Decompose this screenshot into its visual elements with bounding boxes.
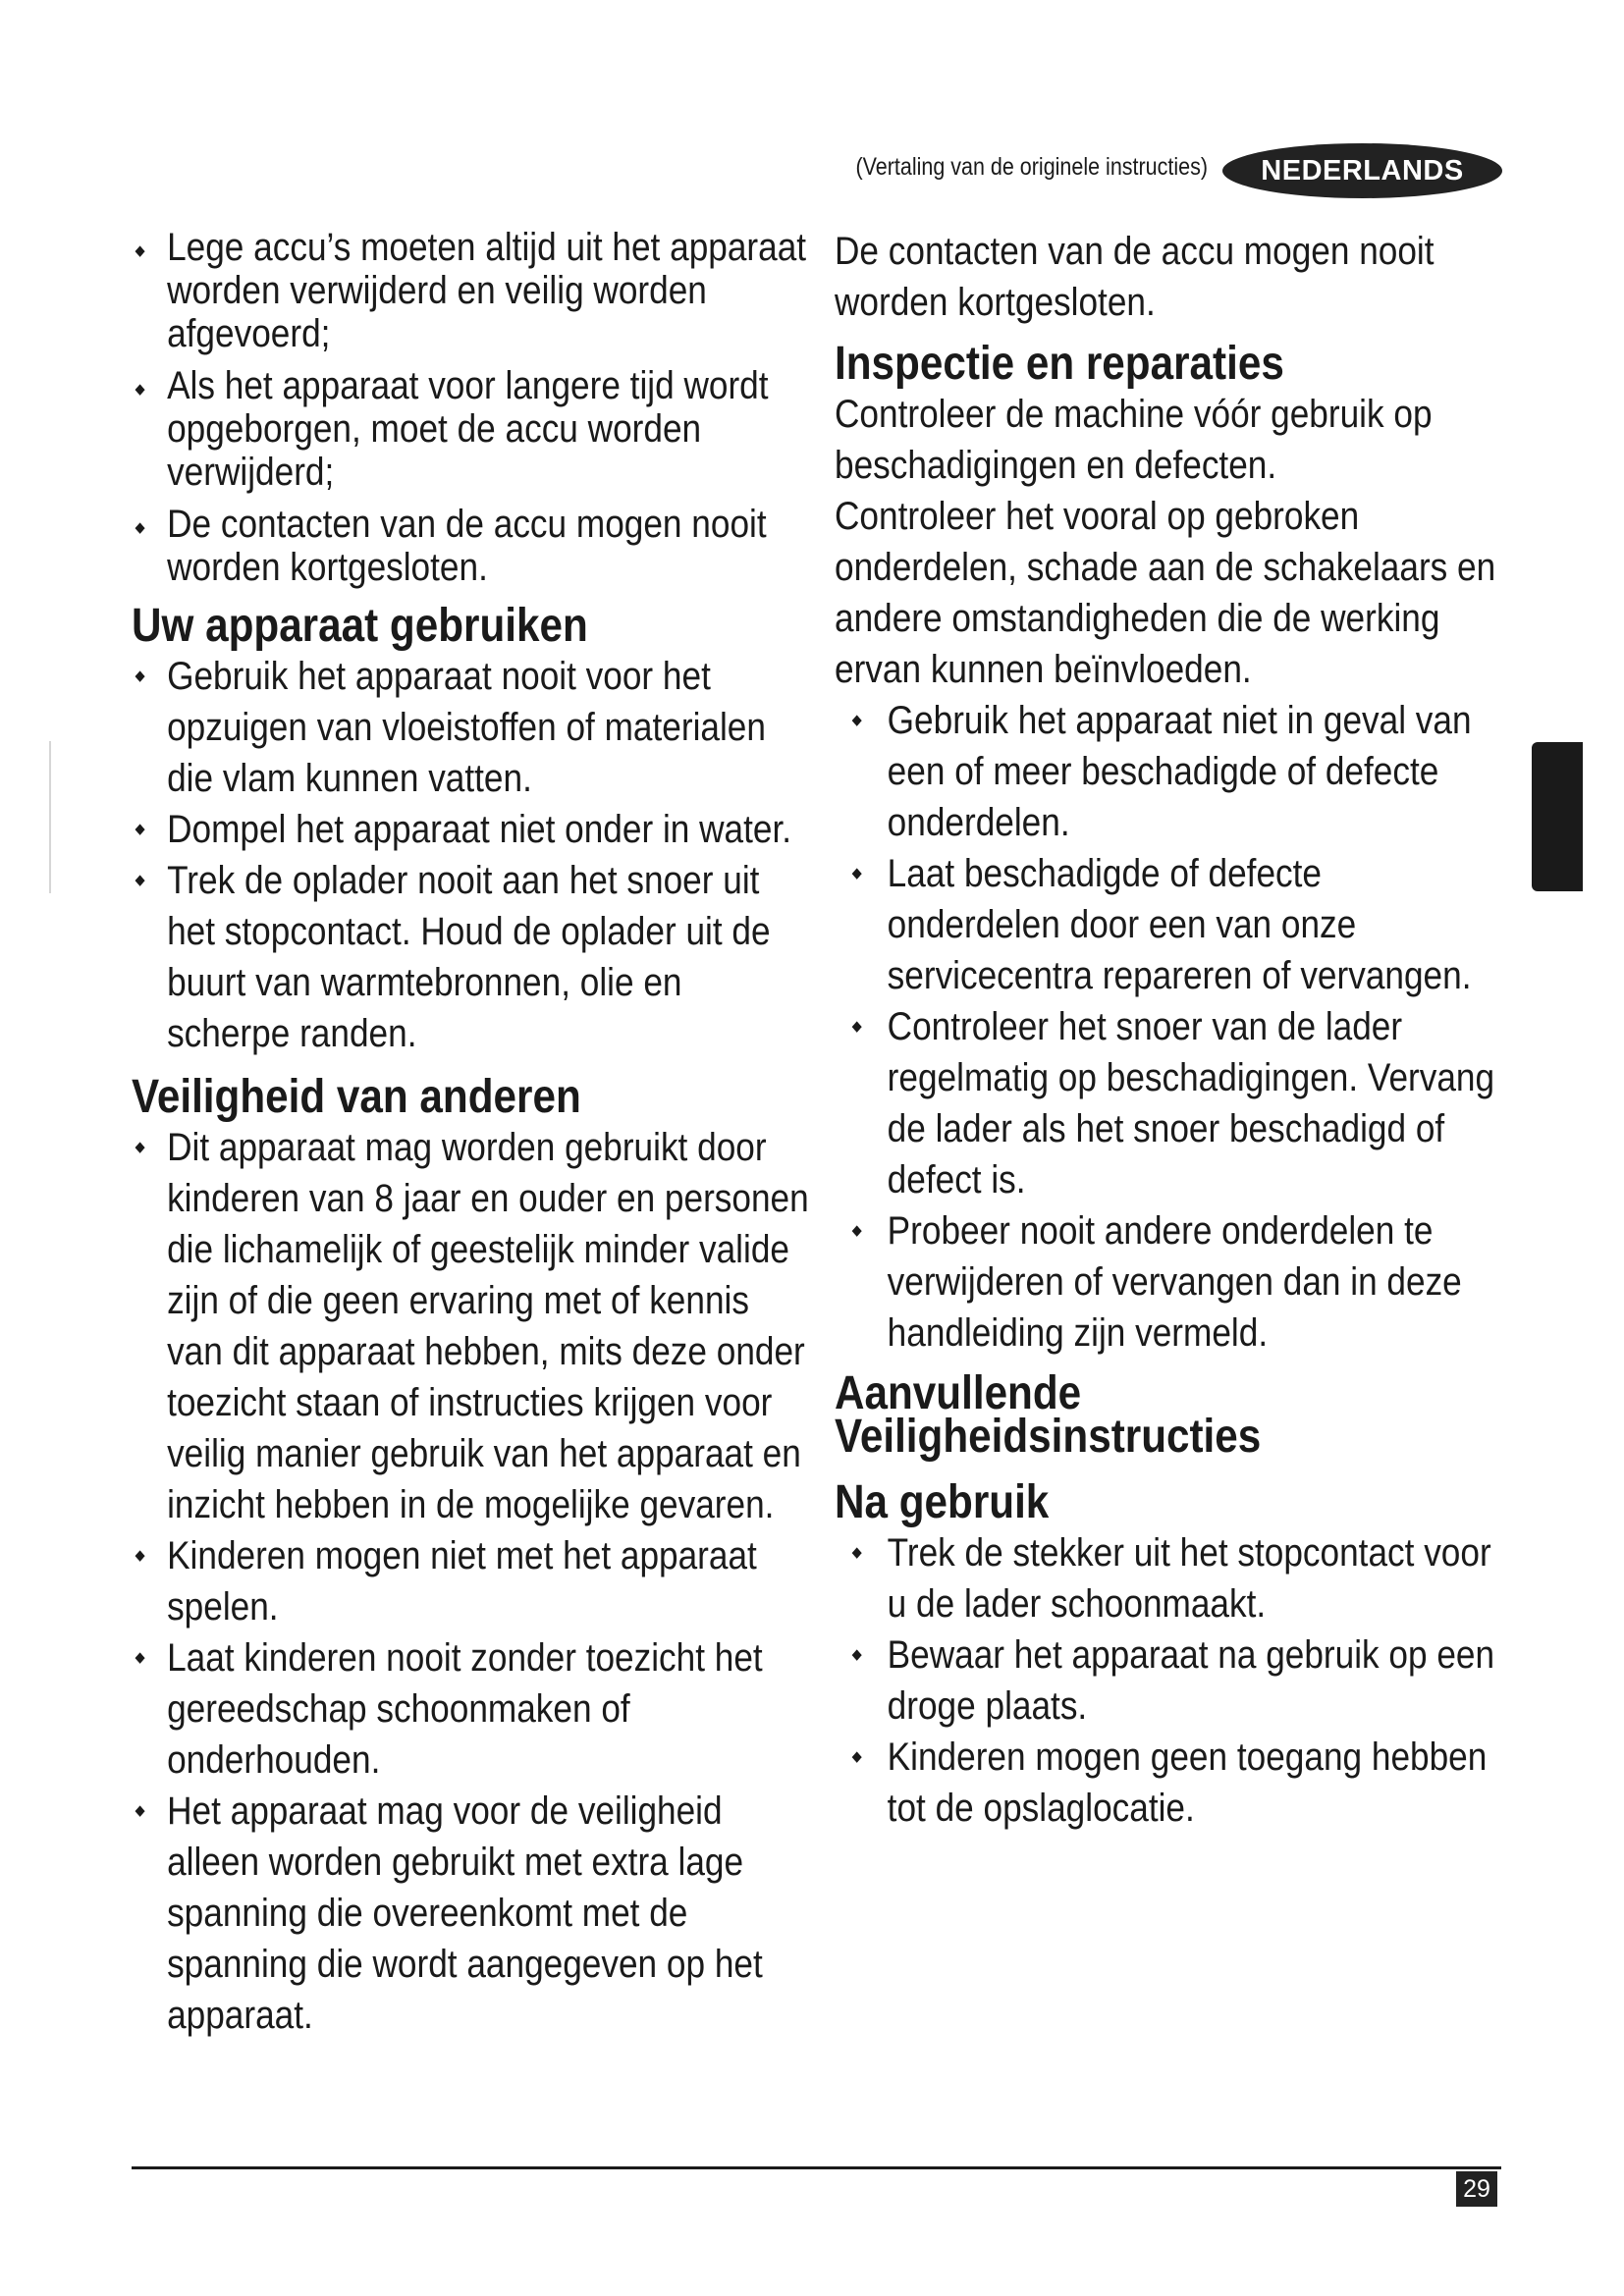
footer-divider [132, 2166, 1501, 2169]
list-item: ◆ Gebruik het apparaat nooit voor het opzuigen van vloeistoffen of materialen die vlam kunnen vatten. [132, 651, 809, 804]
after-use-bullet-list [848, 1527, 1502, 1834]
margin-mark [49, 741, 51, 893]
list-item: ◆ Laat kinderen nooit zonder toezicht het gereedschap schoonmaken of onderhouden. [132, 1632, 809, 1786]
list-item: ◆ Trek de oplader nooit aan het snoer uit het stopcontact. Houd de oplader uit de buurt van warmtebronnen, olie en scherpe randen. [132, 855, 809, 1059]
list-item: ◆ Als het apparaat voor langere tijd wordt opgeborgen, moet de accu worden verwijderd; [132, 364, 809, 494]
section-heading-veiligheidsinstructies: Veiligheidsinstructies [835, 1411, 1262, 1463]
list-item: ◆ Lege accu’s moeten altijd uit het apparaat worden verwijderd en veilig worden afgevoerd; [132, 226, 809, 355]
intro-bullet-list [132, 226, 809, 589]
usage-bullet-list [132, 651, 809, 1059]
list-item: ◆ Probeer nooit andere onderdelen te verwijderen of vervangen dan in deze handleiding zijn vermeld. [848, 1205, 1502, 1359]
page-number: 29 [1456, 2171, 1497, 2207]
list-item: ◆ Kinderen mogen niet met het apparaat spelen. [132, 1530, 809, 1632]
inspection-bullet-list [848, 695, 1502, 1359]
language-badge: NEDERLANDS [1222, 143, 1502, 198]
translation-note: (Vertaling van de originele instructies) [855, 153, 1208, 181]
inspection-paragraph-2: Controleer het vooral op gebroken onderdelen, schade aan de schakelaars en andere omstandigheden die de werking ervan kunnen beïnvloeden. [835, 495, 1496, 691]
section-thumb-tab [1532, 742, 1583, 891]
list-item: ◆ Het apparaat mag voor de veiligheid alleen worden gebruikt met extra lage spanning die overeenkomt met de spanning die wordt aangegeven op het apparaat. [132, 1786, 809, 2041]
list-item: ◆ Controleer het snoer van de lader regelmatig op beschadigingen. Vervang de lader als het snoer beschadigd of defect is. [848, 1001, 1502, 1205]
others-safety-bullet-list [132, 1122, 809, 2041]
list-item: ◆ Bewaar het apparaat na gebruik op een droge plaats. [848, 1629, 1502, 1732]
list-item: ◆ Trek de stekker uit het stopcontact voor u de lader schoonmaakt. [848, 1527, 1502, 1629]
list-item: ◆ Dit apparaat mag worden gebruikt door kinderen van 8 jaar en ouder en personen die lichamelijk of geestelijk minder valide zijn of die geen ervaring met of kennis van dit apparaat hebben, mits deze onder toezicht staan of instructies krijgen voor veilig manier gebruik van het apparaat en inzicht hebben in de mogelijke gevaren. [132, 1122, 809, 1530]
section-heading-inspectie-en-reparaties: Inspectie en reparaties [835, 338, 1284, 390]
list-item: ◆ Laat beschadigde of defecte onderdelen door een van onze servicecentra repareren of vervangen. [848, 848, 1502, 1001]
section-heading-aanvullende: Aanvullende [835, 1367, 1082, 1419]
inspection-paragraph-1: Controleer de machine vóór gebruik op beschadigingen en defecten. [835, 393, 1433, 487]
list-item: ◆ Dompel het apparaat niet onder in water. [132, 804, 809, 855]
section-heading-na-gebruik: Na gebruik [835, 1476, 1050, 1528]
list-item: ◆ Gebruik het apparaat niet in geval van een of meer beschadigde of defecte onderdelen. [848, 695, 1502, 848]
list-item: ◆ De contacten van de accu mogen nooit worden kortgesloten. [132, 503, 809, 589]
list-item: ◆ Kinderen mogen geen toegang hebben tot de opslaglocatie. [848, 1732, 1502, 1834]
section-heading-veiligheid-van-anderen: Veiligheid van anderen [132, 1071, 581, 1123]
section-heading-uw-apparaat-gebruiken: Uw apparaat gebruiken [132, 600, 588, 652]
right-column [835, 226, 1502, 1834]
intro-paragraph: De contacten van de accu mogen nooit worden kortgesloten. [835, 230, 1435, 324]
left-column [132, 226, 809, 2041]
